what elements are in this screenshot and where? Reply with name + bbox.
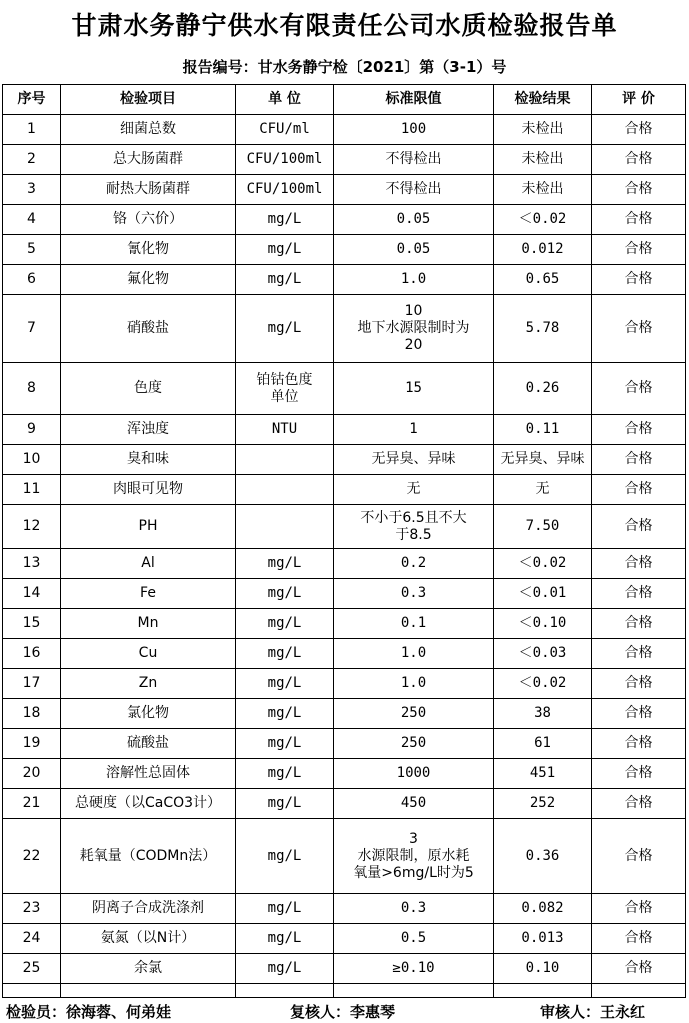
cell-unit: mg/L xyxy=(236,699,334,729)
cell-result: 0.11 xyxy=(494,415,592,445)
cell-item: Mn xyxy=(61,609,236,639)
cell-result: ＜0.10 xyxy=(494,609,592,639)
cell-limit: 1 xyxy=(334,415,494,445)
cell-limit: 0.1 xyxy=(334,609,494,639)
table-row xyxy=(3,699,686,729)
table-row xyxy=(3,729,686,759)
cell-limit: 3 水源限制，原水耗 氧量>6mg/L时为5 xyxy=(334,819,494,894)
cell-no: 2 xyxy=(3,145,61,175)
cell-item: Cu xyxy=(61,639,236,669)
cell-unit: mg/L xyxy=(236,609,334,639)
cell-result: 0.012 xyxy=(494,235,592,265)
cell-no: 23 xyxy=(3,894,61,924)
header-eval: 评 价 xyxy=(592,85,686,115)
cell-item: 总硬度（以CaCO3计） xyxy=(61,789,236,819)
cell-no: 12 xyxy=(3,505,61,549)
cell-eval: 合格 xyxy=(592,699,686,729)
header-row xyxy=(3,85,686,115)
cell-unit: mg/L xyxy=(236,639,334,669)
cell-eval: 合格 xyxy=(592,819,686,894)
cell-limit: 无 xyxy=(334,475,494,505)
cell-limit: 10 地下水源限制时为 20 xyxy=(334,295,494,363)
cell-result: 0.36 xyxy=(494,819,592,894)
cell-limit: 不小于6.5且不大 于8.5 xyxy=(334,505,494,549)
cell-unit xyxy=(236,445,334,475)
cell-item: 臭和味 xyxy=(61,445,236,475)
cell-item: 肉眼可见物 xyxy=(61,475,236,505)
results-table xyxy=(2,84,686,998)
cell-unit: CFU/100ml xyxy=(236,175,334,205)
header-item: 检验项目 xyxy=(61,85,236,115)
cell-no: 25 xyxy=(3,954,61,984)
cell-item: 阴离子合成洗涤剂 xyxy=(61,894,236,924)
cell-result: ＜0.02 xyxy=(494,205,592,235)
cell-no: 17 xyxy=(3,669,61,699)
cell-no: 1 xyxy=(3,115,61,145)
cell-eval: 合格 xyxy=(592,415,686,445)
cell-result: 7.50 xyxy=(494,505,592,549)
cell-limit: 无异臭、异味 xyxy=(334,445,494,475)
cell-item: Al xyxy=(61,549,236,579)
cell-unit: mg/L xyxy=(236,205,334,235)
cell-result: 61 xyxy=(494,729,592,759)
table-row xyxy=(3,415,686,445)
cell-eval: 合格 xyxy=(592,609,686,639)
cell-unit: mg/L xyxy=(236,669,334,699)
cell-limit: 0.3 xyxy=(334,894,494,924)
cell-item: 耗氧量（CODMn法） xyxy=(61,819,236,894)
spacer-cell xyxy=(334,984,494,998)
table-row xyxy=(3,579,686,609)
cell-limit: ≥0.10 xyxy=(334,954,494,984)
cell-result: 0.013 xyxy=(494,924,592,954)
cell-limit: 1.0 xyxy=(334,265,494,295)
cell-item: 氯化物 xyxy=(61,699,236,729)
cell-eval: 合格 xyxy=(592,639,686,669)
table-row xyxy=(3,669,686,699)
cell-unit xyxy=(236,475,334,505)
report-title: 甘肃水务静宁供水有限责任公司水质检验报告单 xyxy=(71,11,618,40)
cell-no: 14 xyxy=(3,579,61,609)
cell-unit: mg/L xyxy=(236,894,334,924)
cell-no: 7 xyxy=(3,295,61,363)
cell-item: 总大肠菌群 xyxy=(61,145,236,175)
table-row xyxy=(3,639,686,669)
cell-eval: 合格 xyxy=(592,265,686,295)
cell-no: 10 xyxy=(3,445,61,475)
cell-eval: 合格 xyxy=(592,475,686,505)
table-row xyxy=(3,819,686,894)
cell-limit: 250 xyxy=(334,729,494,759)
cell-eval: 合格 xyxy=(592,363,686,415)
cell-result: 38 xyxy=(494,699,592,729)
cell-result: 未检出 xyxy=(494,145,592,175)
approver-signature: 审核人：王永红 xyxy=(540,1003,646,1021)
cell-result: ＜0.01 xyxy=(494,579,592,609)
cell-eval: 合格 xyxy=(592,894,686,924)
cell-unit: mg/L xyxy=(236,924,334,954)
spacer-cell xyxy=(592,984,686,998)
cell-eval: 合格 xyxy=(592,445,686,475)
inspector-signature: 检验员：徐海蓉、何弟娃 xyxy=(6,1003,172,1021)
cell-limit: 1000 xyxy=(334,759,494,789)
cell-eval: 合格 xyxy=(592,669,686,699)
report-number: 报告编号：甘水务静宁检〔2021〕第（3-1）号 xyxy=(182,57,507,76)
cell-no: 11 xyxy=(3,475,61,505)
cell-eval: 合格 xyxy=(592,175,686,205)
cell-item: 硫酸盐 xyxy=(61,729,236,759)
spacer-cell xyxy=(3,984,61,998)
cell-unit: CFU/100ml xyxy=(236,145,334,175)
cell-unit: 铂钴色度 单位 xyxy=(236,363,334,415)
cell-result: 未检出 xyxy=(494,175,592,205)
cell-eval: 合格 xyxy=(592,729,686,759)
cell-item: 浑浊度 xyxy=(61,415,236,445)
table-row xyxy=(3,175,686,205)
cell-no: 5 xyxy=(3,235,61,265)
cell-item: 细菌总数 xyxy=(61,115,236,145)
table-row xyxy=(3,759,686,789)
table-row xyxy=(3,205,686,235)
table-row xyxy=(3,363,686,415)
table-row xyxy=(3,115,686,145)
signature-footer xyxy=(0,998,689,1023)
cell-limit: 0.5 xyxy=(334,924,494,954)
cell-item: 氰化物 xyxy=(61,235,236,265)
cell-result: 0.10 xyxy=(494,954,592,984)
cell-item: 色度 xyxy=(61,363,236,415)
table-row xyxy=(3,235,686,265)
cell-unit: mg/L xyxy=(236,729,334,759)
cell-item: 氟化物 xyxy=(61,265,236,295)
cell-result: 未检出 xyxy=(494,115,592,145)
table-row xyxy=(3,789,686,819)
cell-eval: 合格 xyxy=(592,235,686,265)
cell-item: 溶解性总固体 xyxy=(61,759,236,789)
cell-no: 13 xyxy=(3,549,61,579)
cell-limit: 1.0 xyxy=(334,669,494,699)
table-row xyxy=(3,505,686,549)
cell-unit: mg/L xyxy=(236,235,334,265)
table-row xyxy=(3,295,686,363)
cell-result: 0.65 xyxy=(494,265,592,295)
cell-eval: 合格 xyxy=(592,205,686,235)
cell-result: ＜0.02 xyxy=(494,669,592,699)
cell-item: Fe xyxy=(61,579,236,609)
cell-result: 无异臭、异味 xyxy=(494,445,592,475)
cell-no: 16 xyxy=(3,639,61,669)
cell-result: 无 xyxy=(494,475,592,505)
cell-eval: 合格 xyxy=(592,115,686,145)
cell-item: PH xyxy=(61,505,236,549)
cell-no: 18 xyxy=(3,699,61,729)
cell-unit: mg/L xyxy=(236,954,334,984)
cell-unit: mg/L xyxy=(236,579,334,609)
cell-result: 0.082 xyxy=(494,894,592,924)
cell-limit: 0.05 xyxy=(334,235,494,265)
table-row xyxy=(3,924,686,954)
cell-eval: 合格 xyxy=(592,295,686,363)
table-row xyxy=(3,894,686,924)
table-row xyxy=(3,549,686,579)
cell-item: 硝酸盐 xyxy=(61,295,236,363)
header-limit: 标准限值 xyxy=(334,85,494,115)
cell-eval: 合格 xyxy=(592,924,686,954)
cell-result: 451 xyxy=(494,759,592,789)
cell-result: 0.26 xyxy=(494,363,592,415)
cell-result: ＜0.03 xyxy=(494,639,592,669)
cell-unit: mg/L xyxy=(236,549,334,579)
cell-limit: 0.3 xyxy=(334,579,494,609)
cell-result: 252 xyxy=(494,789,592,819)
table-row xyxy=(3,475,686,505)
spacer-cell xyxy=(61,984,236,998)
reviewer-signature: 复核人：李惠琴 xyxy=(290,1003,396,1021)
cell-no: 3 xyxy=(3,175,61,205)
cell-limit: 1.0 xyxy=(334,639,494,669)
cell-no: 22 xyxy=(3,819,61,894)
cell-unit: mg/L xyxy=(236,789,334,819)
cell-item: 耐热大肠菌群 xyxy=(61,175,236,205)
cell-no: 19 xyxy=(3,729,61,759)
cell-unit: mg/L xyxy=(236,265,334,295)
cell-no: 24 xyxy=(3,924,61,954)
cell-limit: 不得检出 xyxy=(334,145,494,175)
cell-item: Zn xyxy=(61,669,236,699)
table-row xyxy=(3,609,686,639)
cell-unit: mg/L xyxy=(236,295,334,363)
spacer-cell xyxy=(236,984,334,998)
cell-no: 4 xyxy=(3,205,61,235)
table-row xyxy=(3,954,686,984)
header-result: 检验结果 xyxy=(494,85,592,115)
spacer-cell xyxy=(494,984,592,998)
cell-unit xyxy=(236,505,334,549)
cell-no: 8 xyxy=(3,363,61,415)
table-row xyxy=(3,445,686,475)
cell-unit: mg/L xyxy=(236,819,334,894)
cell-limit: 15 xyxy=(334,363,494,415)
cell-no: 15 xyxy=(3,609,61,639)
cell-eval: 合格 xyxy=(592,579,686,609)
cell-eval: 合格 xyxy=(592,145,686,175)
spacer-row xyxy=(3,984,686,998)
cell-limit: 0.05 xyxy=(334,205,494,235)
cell-eval: 合格 xyxy=(592,759,686,789)
cell-no: 21 xyxy=(3,789,61,819)
header-no: 序号 xyxy=(3,85,61,115)
cell-limit: 100 xyxy=(334,115,494,145)
cell-unit: CFU/ml xyxy=(236,115,334,145)
header-unit: 单 位 xyxy=(236,85,334,115)
cell-no: 9 xyxy=(3,415,61,445)
table-row xyxy=(3,265,686,295)
cell-unit: mg/L xyxy=(236,759,334,789)
table-row xyxy=(3,145,686,175)
cell-limit: 250 xyxy=(334,699,494,729)
cell-item: 氨氮（以N计） xyxy=(61,924,236,954)
cell-eval: 合格 xyxy=(592,549,686,579)
cell-unit: NTU xyxy=(236,415,334,445)
cell-item: 铬（六价） xyxy=(61,205,236,235)
cell-limit: 不得检出 xyxy=(334,175,494,205)
cell-result: 5.78 xyxy=(494,295,592,363)
cell-item: 余氯 xyxy=(61,954,236,984)
cell-no: 20 xyxy=(3,759,61,789)
cell-eval: 合格 xyxy=(592,789,686,819)
cell-limit: 450 xyxy=(334,789,494,819)
cell-limit: 0.2 xyxy=(334,549,494,579)
cell-eval: 合格 xyxy=(592,505,686,549)
cell-no: 6 xyxy=(3,265,61,295)
cell-eval: 合格 xyxy=(592,954,686,984)
cell-result: ＜0.02 xyxy=(494,549,592,579)
